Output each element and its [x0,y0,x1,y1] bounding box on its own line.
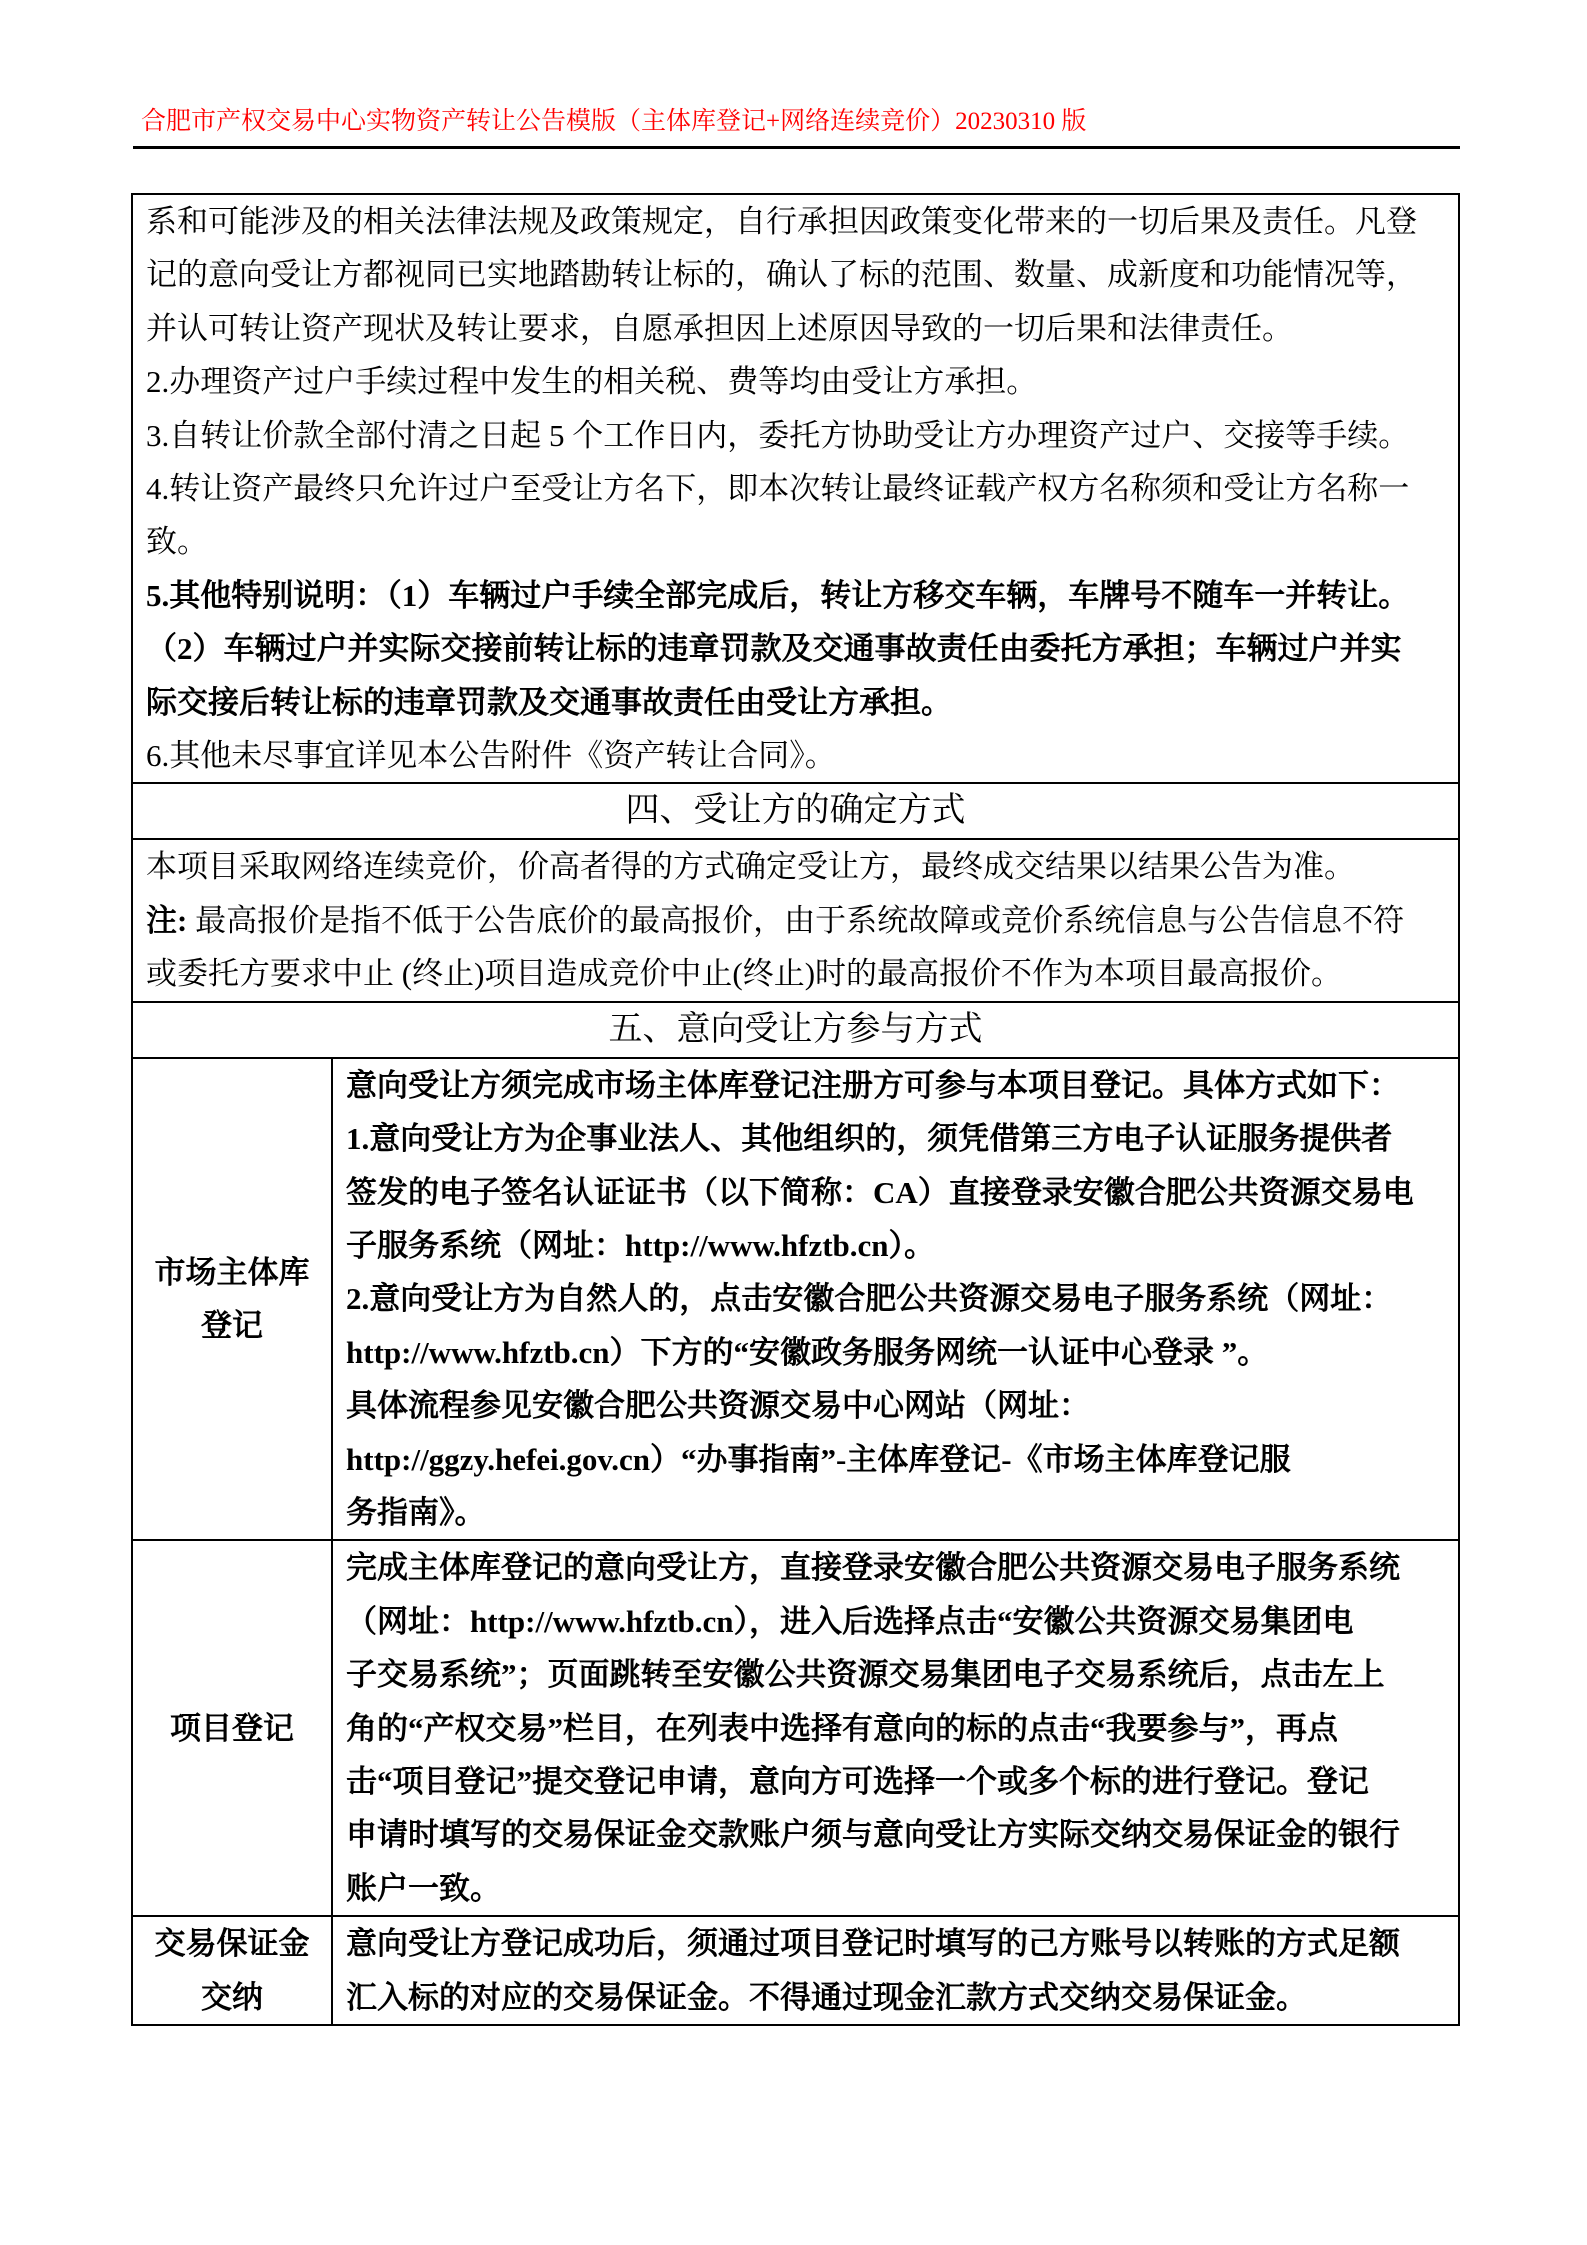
section-5-row [133,1539,1458,1915]
terms-line: 4.转让资产最终只允许过户至受让方名下，即本次转让最终证载产权方名称须和受让方名称一 [146,471,1410,507]
row-label-cell [133,1059,333,1540]
terms-cell [133,195,1458,782]
row-content-line: 完成主体库登记的意向受让方，直接登录安徽合肥公共资源交易电子服务系统 [346,1550,1400,1586]
row-content-line: 角的“产权交易”栏目，在列表中选择有意向的标的点击“我要参与”，再点 [346,1710,1338,1746]
section-4-line: 本项目采取网络连续竞价，价高者得的方式确定受让方，最终成交结果以结果公告为准。 [146,849,1355,885]
section-4-header: 四、受让方的确定方式 [133,782,1458,838]
row-content-line: http://www.hfztb.cn）下方的“安徽政务服务网统一认证中心登录 ”。 [346,1334,1269,1370]
row-label-line: 市场主体库 [154,1254,310,1290]
header-rule [133,146,1460,149]
document-header-title: 合肥市产权交易中心实物资产转让公告模版（主体库登记+网络连续竞价）20230310 版 [141,108,1087,135]
section-4-line-prefix: 注: [146,902,188,938]
terms-line: 并认可转让资产现状及转让要求，自愿承担因上述原因导致的一切后果和法律责任。 [146,310,1293,346]
row-label-cell [133,1541,333,1915]
announcement-table [131,193,1460,2026]
row-content-cell [333,1917,1458,2024]
row-content-line: 务指南》。 [346,1494,486,1530]
terms-line: （2）车辆过户并实际交接前转让标的违章罚款及交通事故责任由委托方承担；车辆过户并实 [146,631,1402,667]
section-4-line-text: 最高报价是指不低于公告底价的最高报价，由于系统故障或竞价系统信息与公告信息不符 [187,902,1405,938]
row-content-line: 具体流程参见安徽合肥公共资源交易中心网站（网址： [346,1388,1090,1424]
row-content-line: 1.意向受让方为企事业法人、其他组织的，须凭借第三方电子认证服务提供者 [346,1121,1393,1157]
row-content-line: 2.意向受让方为自然人的，点击安徽合肥公共资源交易电子服务系统（网址： [346,1281,1393,1317]
row-content-line: 子服务系统（网址：http://www.hfztb.cn）。 [346,1227,936,1263]
section-5-header: 五、意向受让方参与方式 [133,1001,1458,1057]
terms-line: 际交接后转让标的违章罚款及交通事故责任由受让方承担。 [146,684,952,720]
row-content-line: 汇入标的对应的交易保证金。不得通过现金汇款方式交纳交易保证金。 [346,1979,1307,2015]
row-content-line: 子交易系统”；页面跳转至安徽公共资源交易集团电子交易系统后，点击左上 [346,1657,1385,1693]
section-5-row [133,1057,1458,1540]
terms-line: 致。 [146,524,208,560]
row-content-line: 签发的电子签名认证证书（以下简称：CA）直接登录安徽合肥公共资源交易电 [346,1174,1414,1210]
row-content-cell [333,1541,1458,1915]
section-4-body-row [133,838,1458,1000]
row-content-line: 意向受让方须完成市场主体库登记注册方可参与本项目登记。具体方式如下： [346,1067,1400,1103]
terms-row [133,195,1458,782]
row-label-cell [133,1917,333,2024]
section-4-line: 或委托方要求中止 (终止)项目造成竞价中止(终止)时的最高报价不作为本项目最高报价。 [146,956,1343,992]
row-content-cell [333,1059,1458,1540]
terms-line: 3.自转让价款全部付清之日起 5 个工作日内，委托方协助受让方办理资产过户、交接等手续。 [146,417,1410,453]
row-content-line: 击“项目登记”提交登记申请，意向方可选择一个或多个标的进行登记。登记 [346,1763,1369,1799]
row-content-line: （网址：http://www.hfztb.cn），进入后选择点击“安徽公共资源交易集团电 [346,1603,1354,1639]
row-content-line: http://ggzy.hefei.gov.cn）“办事指南”-主体库登记-《市场主体库登记服 [346,1441,1291,1477]
row-label-line: 交纳 [201,1979,263,2015]
row-content-line: 账户一致。 [346,1870,501,1906]
row-content-line: 申请时填写的交易保证金交款账户须与意向受让方实际交纳交易保证金的银行 [346,1817,1400,1853]
section-4-line [146,894,1445,947]
terms-line: 记的意向受让方都视同已实地踏勘转让标的，确认了标的范围、数量、成新度和功能情况等， [146,257,1417,293]
row-label-line: 交易保证金 [154,1926,310,1962]
terms-line: 系和可能涉及的相关法律法规及政策规定，自行承担因政策变化带来的一切后果及责任。凡登 [146,204,1417,239]
row-content-line: 意向受让方登记成功后，须通过项目登记时填写的己方账号以转账的方式足额 [346,1926,1400,1962]
row-label-line: 项目登记 [170,1710,294,1746]
terms-line: 6.其他未尽事宜详见本公告附件《资产转让合同》。 [146,738,836,774]
row-label-line: 登记 [201,1308,263,1344]
terms-line: 2.办理资产过户手续过程中发生的相关税、费等均由受让方承担。 [146,364,1038,400]
terms-line: 5.其他特别说明：（1）车辆过户手续全部完成后，转让方移交车辆，车牌号不随车一并转让。 [146,577,1410,613]
section-5-row [133,1915,1458,2024]
section-4-cell [133,840,1458,1000]
